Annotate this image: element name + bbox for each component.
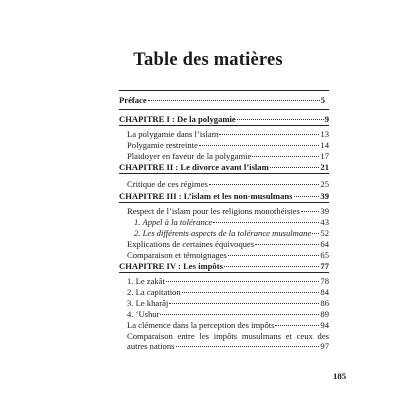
toc-entry-page: 97 [320,341,329,351]
toc-entry-section[interactable] [127,206,329,216]
toc-entry-page: 21 [320,162,329,172]
dot-leader [228,255,320,256]
toc-entry-label: CHAPITRE II : Le divorce avant l’islam [119,162,269,172]
toc-entry-page: 39 [320,191,329,201]
dot-leader [275,325,319,326]
chapter-2-rule [119,173,329,174]
toc-entry-label-line-2: autres nations [127,341,175,351]
toc-entry-label: Comparaison et témoignages [127,250,227,260]
toc-entry-chapter-4[interactable] [119,261,329,271]
dot-leader [255,244,319,245]
toc-entry-section[interactable] [127,320,329,330]
toc-entry-chapter-1[interactable] [119,114,329,124]
toc-entry-section[interactable] [127,140,329,150]
toc-entry-label: Critique de ces régimes [127,179,208,189]
dot-leader [301,211,320,212]
dot-leader [252,156,319,157]
toc-entry-label-line-1: Comparaison entre les impôts musulmans et ceux des [127,331,329,341]
toc-entry-section[interactable] [127,151,329,161]
dot-leader [199,145,320,146]
dot-leader [294,196,320,197]
dot-leader [209,184,320,185]
chapter-1-rule [119,125,329,126]
dot-leader [237,119,324,120]
toc-entry-page: 64 [320,239,329,249]
toc-entry-page: 5 [320,95,325,105]
toc-entry-label: 2. La capitation [127,287,181,297]
toc-entry-label-line-2-row [127,341,329,351]
toc-entry-label: La polygamie dans l’islam [127,129,219,139]
toc-entry-page: 89 [320,309,329,319]
toc-entry-label: CHAPITRE I : De la polygamie [119,114,236,124]
toc-entry-label: CHAPITRE IV : Les impôts [119,261,223,271]
dot-leader [312,233,319,234]
toc-entry-label: 3. Le kharâj [127,298,169,308]
toc-entry-preface[interactable] [119,95,325,105]
toc-entry-chapter-3[interactable] [119,191,329,201]
toc-entry-page: 14 [320,140,329,150]
toc-entry-section[interactable] [127,287,329,297]
dot-leader [166,281,319,282]
toc-entry-section[interactable] [127,250,329,260]
chapter-3-rule [119,202,329,203]
toc-entry-label: 2. Les différents aspects de la tolérance musulmane [134,228,312,238]
toc-entry-label: 1. Appel à la tolérance [134,217,213,227]
dot-leader [213,222,319,223]
toc-entry-label: Plaidoyer en faveur de la polygamie [127,151,252,161]
dot-leader [176,346,320,347]
toc-entry-subsection[interactable] [134,228,329,238]
toc-entry-page: 52 [320,228,329,238]
toc-entry-section[interactable] [127,179,329,189]
toc-entry-section[interactable] [127,309,329,319]
toc-entry-page: 84 [320,287,329,297]
toc-entry-page: 43 [320,217,329,227]
toc-entry-section[interactable] [127,298,329,308]
toc-entry-section[interactable] [127,331,329,351]
toc-entry-page: 94 [320,320,329,330]
top-rule [119,90,329,91]
toc-entry-label: 1. Le zakât [127,276,165,286]
toc-entry-label: CHAPITRE III : L’islam et les non-musulmans [119,191,293,201]
toc-entry-label: Polygamie restreinte [127,140,198,150]
page-title: Table des matières [133,50,283,70]
toc-entry-page: 25 [320,179,329,189]
toc-entry-page: 78 [320,276,329,286]
toc-entry-section[interactable] [127,276,329,286]
toc-entry-chapter-2[interactable] [119,162,329,172]
toc-entry-page: 17 [320,151,329,161]
chapter-4-rule [119,272,329,273]
dot-leader [224,266,319,267]
toc-entry-page: 13 [320,129,329,139]
toc-entry-label: Explications de certaines équivoques [127,239,255,249]
toc-entry-section[interactable] [127,239,329,249]
dot-leader [148,100,320,101]
toc-entry-label: Respect de l’islam pour les religions monothéistes [127,206,300,216]
toc-entry-subsection[interactable] [134,217,329,227]
toc-entry-page: 39 [320,206,329,216]
toc-entry-page: 65 [320,250,329,260]
toc-entry-label: 4. ‘Ushur [127,309,160,319]
dot-leader [270,167,320,168]
toc-entry-page: 77 [320,261,329,271]
toc-entry-page: 86 [320,298,329,308]
preface-rule [119,109,329,110]
page-number: 185 [333,371,347,381]
toc-entry-page: 9 [324,114,329,124]
dot-leader [219,134,319,135]
toc-entry-label: La clémence dans la perception des impôts [127,320,275,330]
dot-leader [160,314,319,315]
toc-entry-section[interactable] [127,129,329,139]
toc-entry-label: Préface [119,95,147,105]
dot-leader [182,292,320,293]
dot-leader [169,303,319,304]
